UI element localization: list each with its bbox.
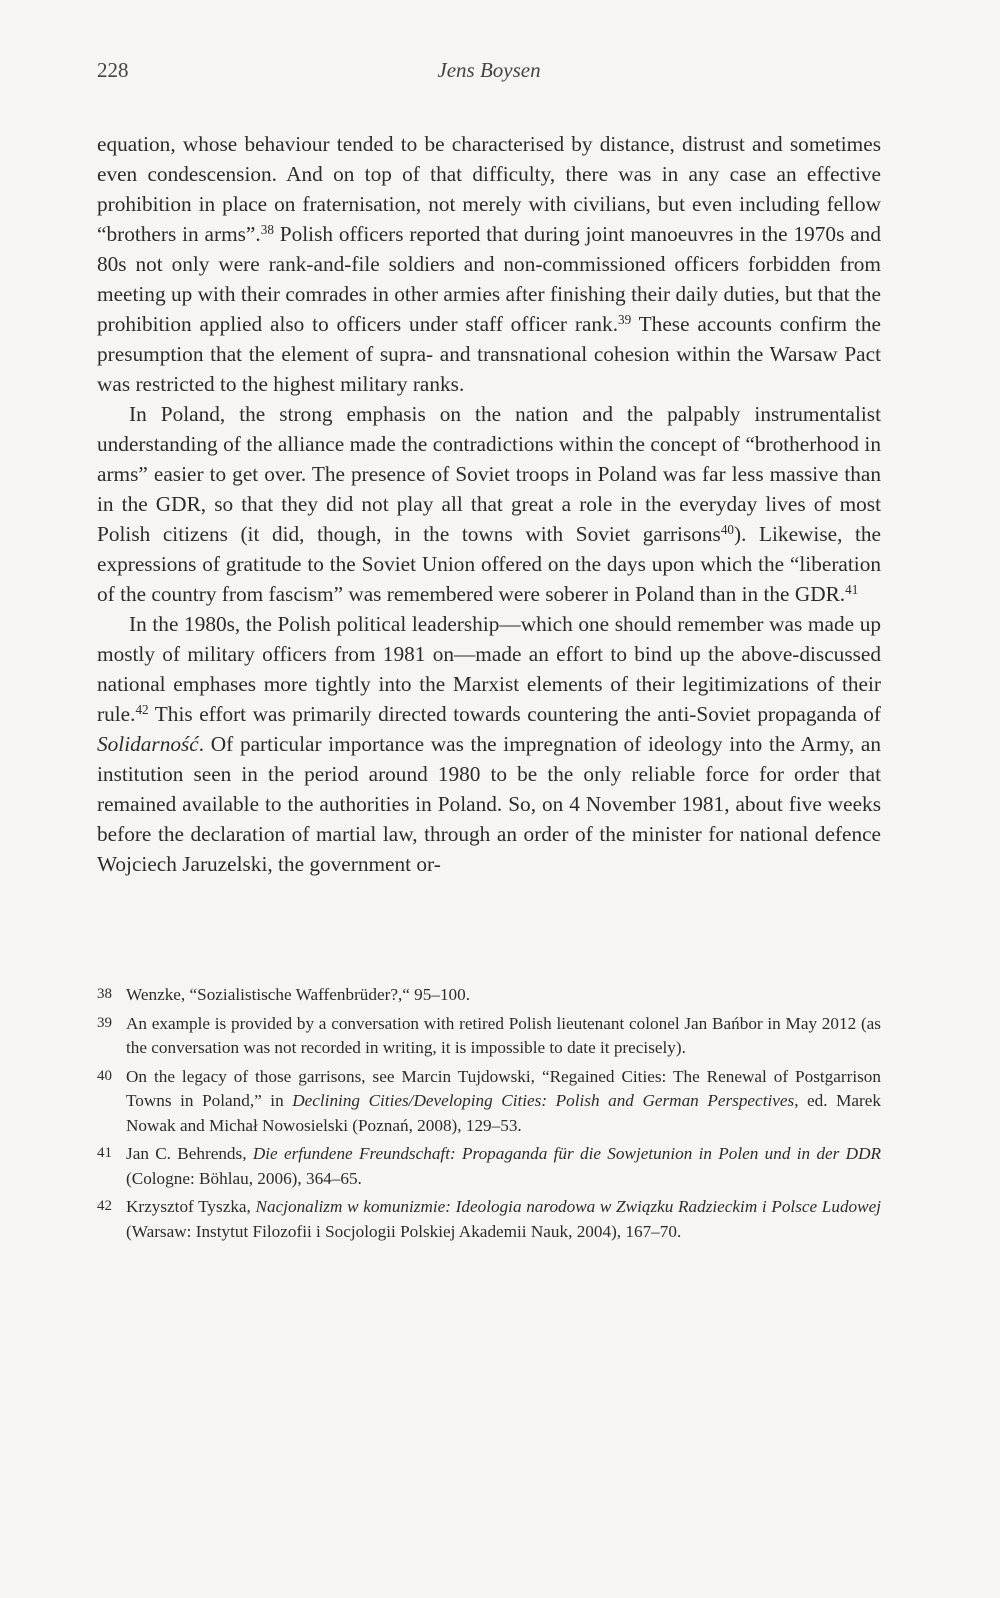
footnote-38: 38 Wenzke, “Sozialistische Waffenbrüder?,“ 95–100. [97, 983, 881, 1008]
footnote-42: 42 Krzysztof Tyszka, Nacjonalizm w komunizmie: Ideologia narodowa w Związku Radzieckim i Polsce Ludowej (Warsaw: Instytut Filozofii i Socjologii Polskiej Akademii Nauk, 2004), 167–70. [97, 1195, 881, 1244]
main-text [97, 129, 881, 879]
paragraph-1: equation, whose behaviour tended to be characterised by distance, distrust and sometimes even condescension. And on top of that difficulty, there was in any case an effective prohibition in place on fraternisation, not merely with civilians, but even including fellow “brothers in arms”.$^{38}$ Polish officers reported that during joint manoeuvres in the 1970s and 80s not only were rank-and-file soldiers and non-commissioned officers forbidden from meeting up with their comrades in other armies after finishing their daily duties, but that the prohibition applied also to officers under staff officer rank.$^{39}$ These accounts confirm the presumption that the element of supra- and transnational cohesion within the Warsaw Pact was restricted to the highest military ranks. [97, 132, 881, 396]
footnote-ref-40: 40 [720, 521, 735, 537]
page-number: 228 [97, 58, 129, 82]
book-page [97, 58, 881, 1248]
footnotes [97, 983, 881, 1244]
footnote-41: 41 Jan C. Behrends, Die erfundene Freundschaft: Propaganda für die Sowjetunion in Polen und in der DDR (Cologne: Böhlau, 2006), 364–65. [97, 1142, 881, 1191]
footnote-ref-41: 41 [845, 581, 859, 597]
footnote-number: 42 [97, 1198, 112, 1214]
italic-term: Solidarność [97, 732, 199, 756]
footnote-ref-42: 42 [135, 701, 149, 717]
footnote-ref-39: 39 [618, 311, 632, 327]
footnote-number: 40 [97, 1067, 112, 1084]
paragraph-3: In the 1980s, the Polish political leadership—which one should remember was made up mostly of military officers from 1981 on—made an effort to bind up the above-discussed national emphases more tightly into the Marxist elements of their legitimizations of their rule.$^{42}$ This effort was primarily directed towards countering the anti-Soviet propaganda of Solidarność. Of particular importance was the impregnation of ideology into the Army, an institution seen in the period around 1980 to be the only reliable force for order that remained available to the authorities in Poland. So, on 4 November 1981, about five weeks before the declaration of martial law, through an order of the minister for national defence Wojciech Jaruzelski, the government or- [97, 612, 881, 876]
footnote-number: 39 [97, 1014, 112, 1031]
running-header [97, 58, 881, 94]
footnote-number: 41 [97, 1145, 112, 1161]
running-head-author: Jens Boysen [437, 58, 541, 82]
paragraph-2: In Poland, the strong emphasis on the nation and the palpably instrumentalist understanding of the alliance made the contradictions within the concept of “brotherhood in arms” easier to get over. The presence of Soviet troops in Poland was far less massive than in the GDR, so that they did not play all that great a role in the everyday lives of most Polish citizens (it did, though, in the towns with Soviet garrisons$^{40}$). Likewise, the expressions of gratitude to the Soviet Union offered on the days upon which the “liberation of the country from fascism” was remembered were soberer in Poland than in the GDR.$^{41}$ [97, 402, 881, 606]
footnote-40: 40 On the legacy of those garrisons, see Marcin Tujdowski, “Regained Cities: The Renewal of Postgarrison Towns in Poland,” in Declining Cities/Developing Cities: Polish and German Perspectives, ed. Marek Nowak and Michał Nowosielski (Poznań, 2008), 129–53. [97, 1065, 881, 1139]
footnote-39: 39 An example is provided by a conversation with retired Polish lieutenant colonel Jan Bańbor in May 2012 (as the conversation was not recorded in writing, it is impossible to date it precisely). [97, 1012, 881, 1061]
footnote-ref-38: 38 [260, 221, 274, 237]
footnote-number: 38 [97, 986, 112, 1002]
